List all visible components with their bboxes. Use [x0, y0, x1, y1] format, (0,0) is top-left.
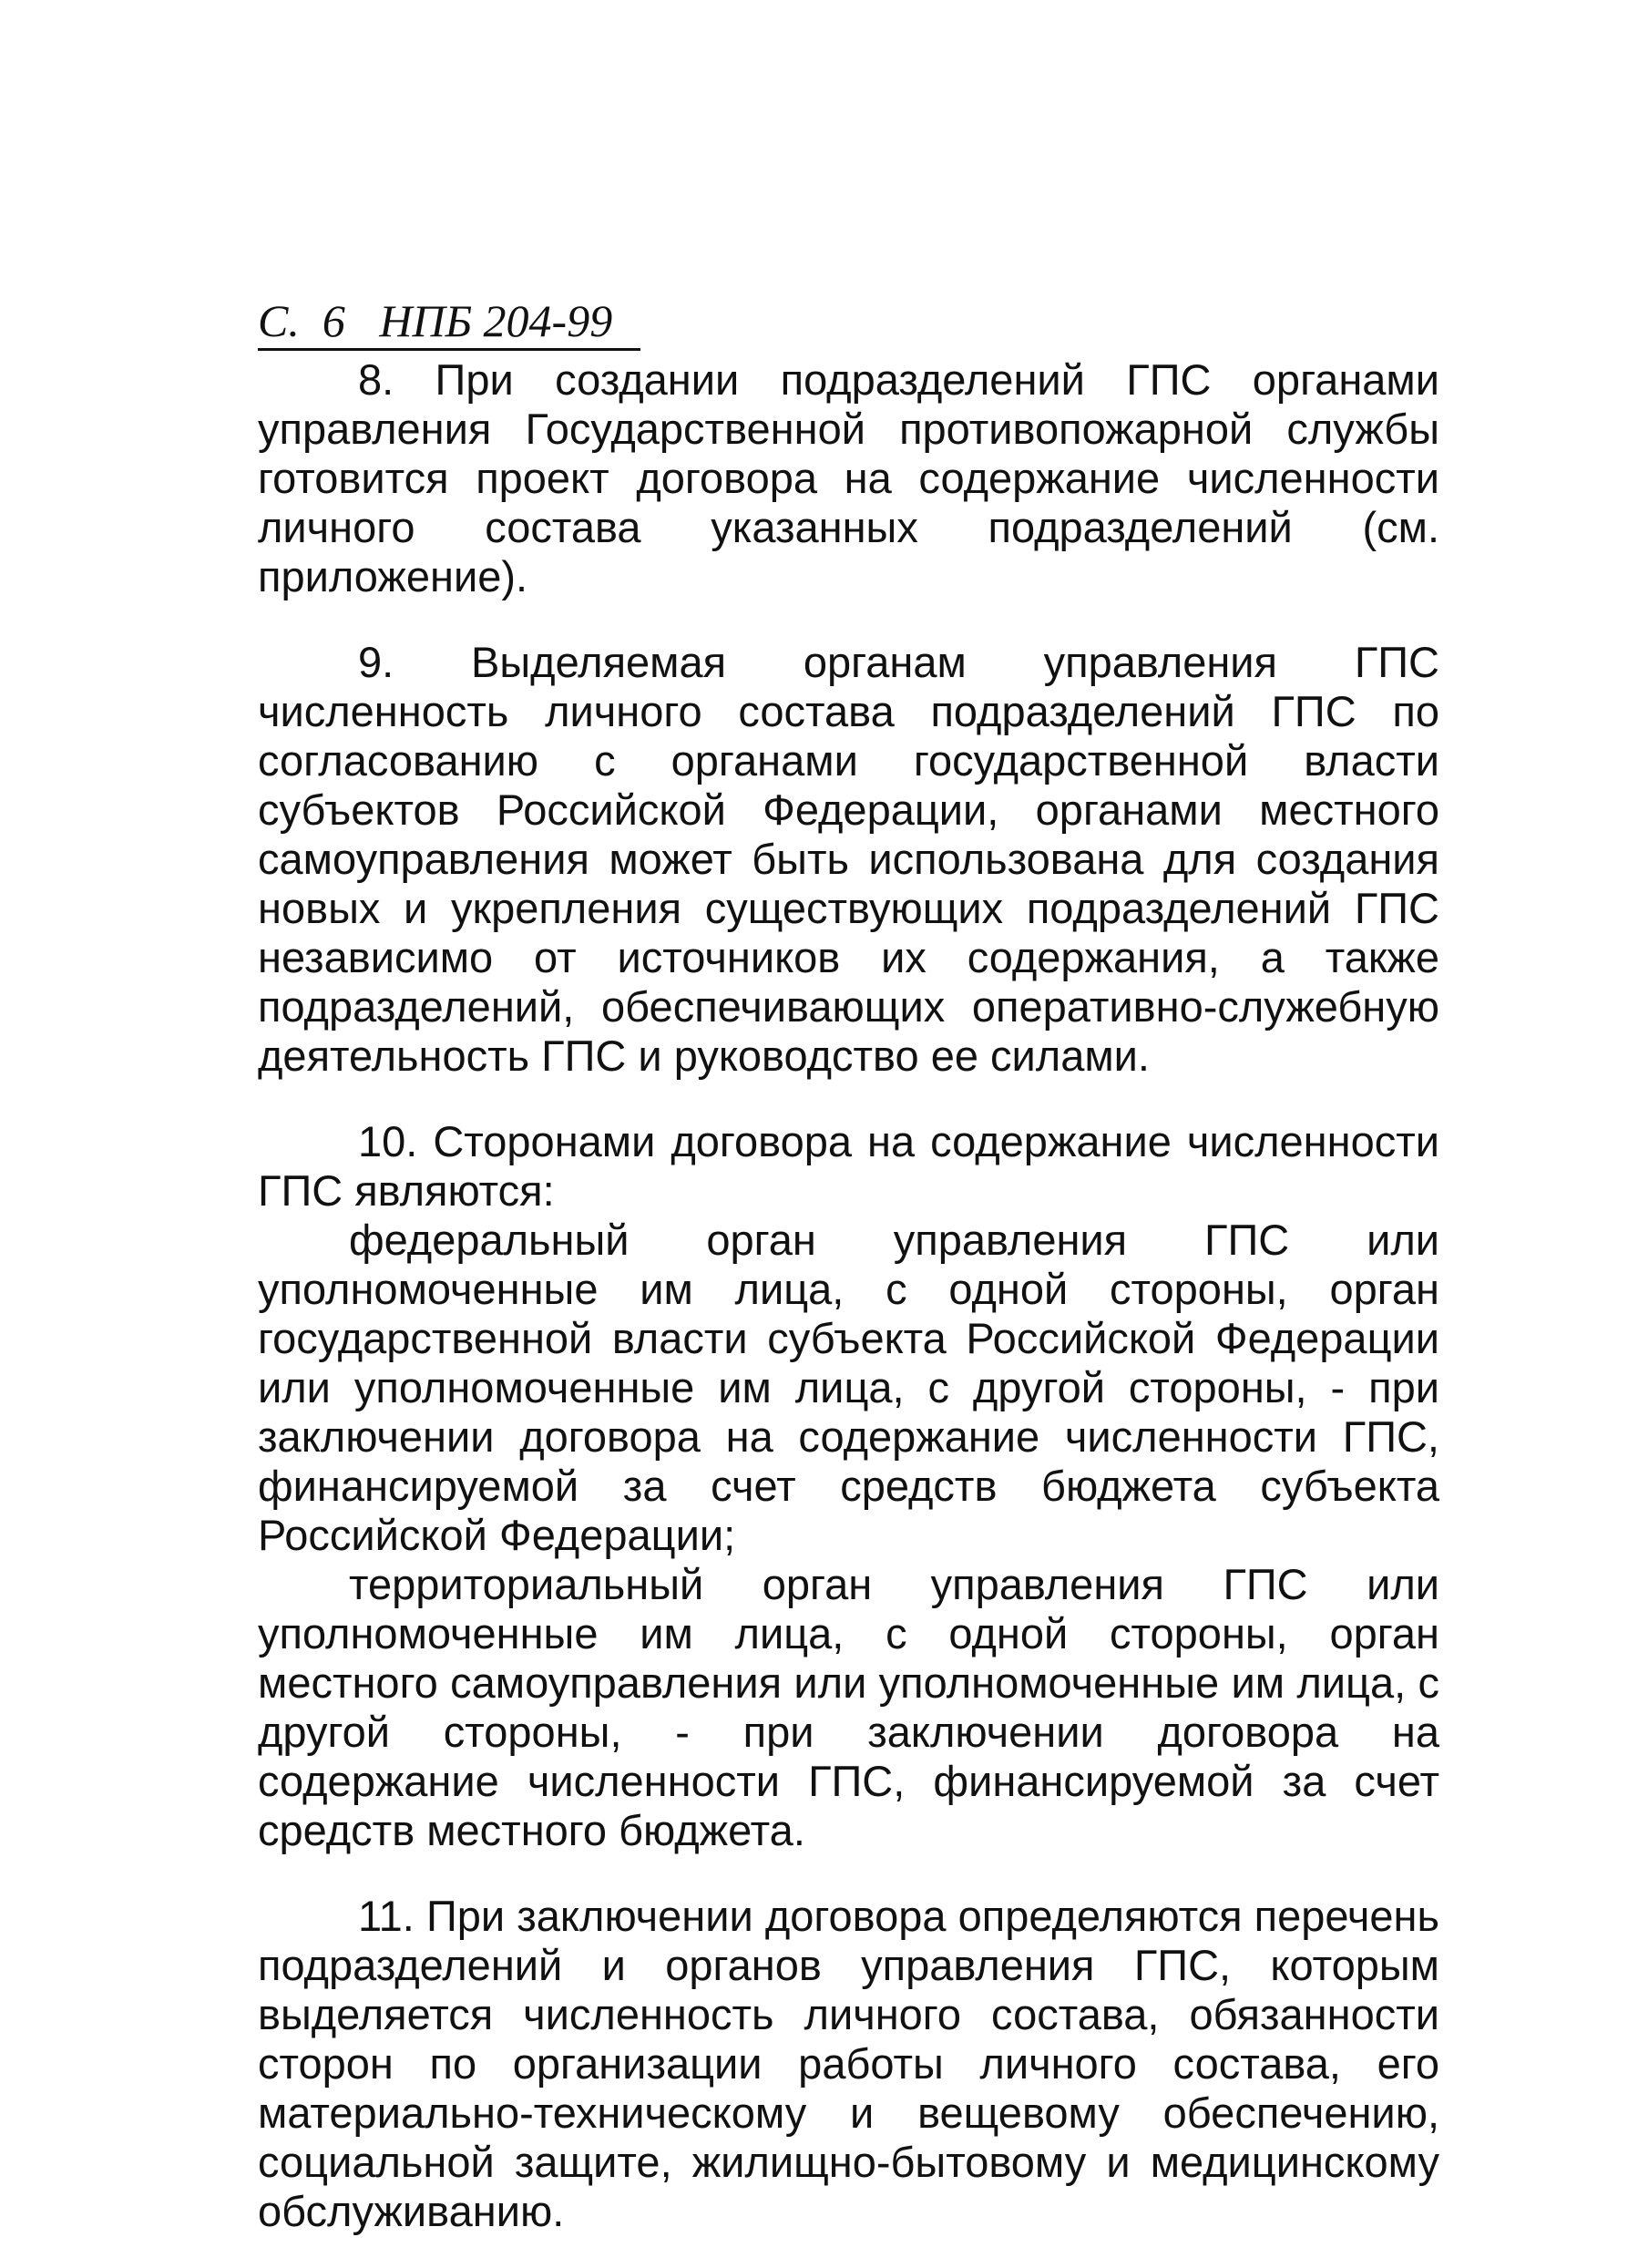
paragraph-10-item-2: территориальный орган управления ГПС или уполномоченные им лица, с одной стороны, орган местного самоуправления или уполномоченные им лица, с другой стороны, - при заключении договора на содержание численности ГПС, финансируемой за счет средств местного бюджета.: [258, 1560, 1439, 1854]
paragraph-8: 8. При создании подразделений ГПС органами управления Государственной противопожарной службы готовится проект договора на содержание численности личного состава указанных подразделений (см. приложение).: [258, 355, 1439, 600]
paragraph-10-item-1: федеральный орган управления ГПС или уполномоченные им лица, с одной стороны, орган государственной власти субъекта Российской Федерации или уполномоченные им лица, с другой стороны, - при заключении договора на содержание численности ГПС, финансируемой за счет средств бюджета субъекта Российской Федерации;: [258, 1216, 1439, 1559]
page-header: С. 6 НПБ 204-99: [258, 293, 640, 351]
paragraph-9: 9. Выделяемая органам управления ГПС численность личного состава подразделений ГПС по согласованию с органами государственной власти субъектов Российской Федерации, органами местного самоуправления может быть использована для создания новых и укрепления существующих подразделений ГПС независимо от источников их содержания, а также подразделений, обеспечивающих оперативно-служебную деятельность ГПС и руководство ее силами.: [258, 638, 1439, 1080]
paragraph-11: 11. При заключении договора определяются перечень подразделений и органов управления ГПС, которым выделяется численность личного состава, обязанности сторон по организации работы личного состава, его материально-техническому и вещевому обеспечению, социальной защите, жилищно-бытовому и медицинскому обслуживанию.: [258, 1892, 1439, 2235]
paragraph-10: 10. Сторонами договора на содержание численности ГПС являются:: [258, 1117, 1439, 1215]
document-body: [258, 355, 1439, 2236]
